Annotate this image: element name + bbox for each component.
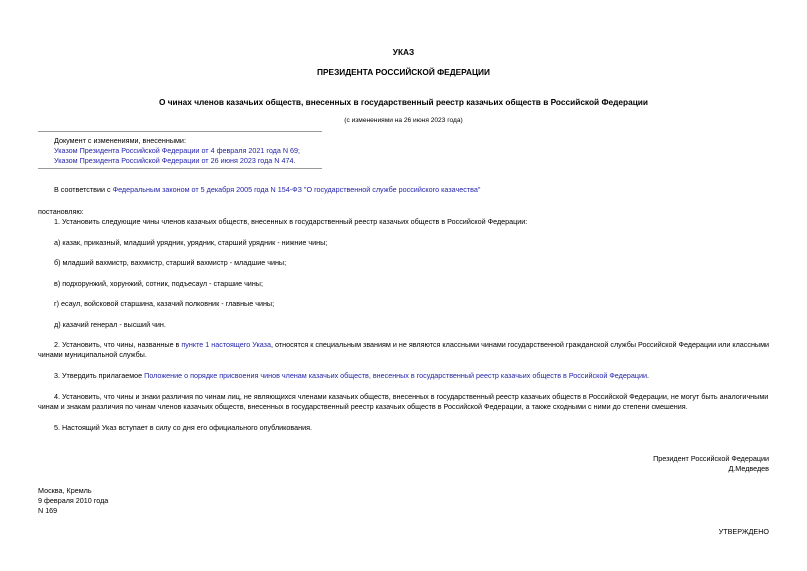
edition-note: (с изменениями на 26 июня 2023 года) xyxy=(344,117,463,124)
decree-word: постановляю: xyxy=(38,207,84,216)
item-1b: б) младший вахмистр, вахмистр, старший вахмистр - младшие чины; xyxy=(54,258,287,267)
item-1-reference-link[interactable]: пункте 1 настоящего Указа xyxy=(181,340,271,349)
amendment-link-2023[interactable]: Указом Президента Российской Федерации от 26 июня 2023 года N 474. xyxy=(54,156,296,165)
item-1g: г) есаул, войсковой старшина, казачий полковник - главные чины; xyxy=(54,299,275,308)
document-subject: О чинах членов казачьих обществ, внесенных в государственный реестр казачьих обществ в Российской Федерации xyxy=(158,97,649,107)
preamble-text: В соответствии с xyxy=(54,185,113,194)
federal-law-link[interactable]: Федеральным законом от 5 декабря 2005 года N 154-ФЗ "О государственной службе российского казачества" xyxy=(112,185,481,194)
item-3-text-after: . xyxy=(646,371,649,380)
preamble xyxy=(54,185,480,194)
amendment-link-2021[interactable]: Указом Президента Российской Федерации от 4 февраля 2021 года N 69; xyxy=(54,146,301,155)
issuer-title: ПРЕЗИДЕНТА РОССИЙСКОЙ ФЕДЕРАЦИИ xyxy=(317,67,490,77)
changes-heading: Документ с изменениями, внесенными: xyxy=(54,136,186,145)
signature-name: Д.Медведев xyxy=(728,464,769,473)
changes-bottom-rule xyxy=(38,168,322,169)
item-1: 1. Установить следующие чины членов казачьих обществ, внесенных в государственный реестр казачьих обществ в Российской Федерации: xyxy=(54,217,528,226)
item-4: 4. Установить, что чины и знаки различия по чинам лиц, не являющихся членами казачьих обществ, внесенных в государственный реестр казачьих обществ в Российской Федерации, не могут быть аналогичными чинам и знакам различия по чинам членов казачьих обществ, внесенных в государственный реестр казачьих обществ в Российской Федерации, а также сходными с ними до степени смешения. xyxy=(38,392,769,411)
item-2 xyxy=(38,340,770,360)
item-3 xyxy=(54,371,649,380)
date: 9 февраля 2010 года xyxy=(38,496,109,505)
approved-label: УТВЕРЖДЕНО xyxy=(718,527,769,536)
regulation-link[interactable]: Положение о порядке присвоения чинов членам казачьих обществ, внесенных в государственный реестр казачьих обществ в Российской Федерации xyxy=(144,371,647,380)
item-1d: д) казачий генерал - высший чин. xyxy=(54,320,166,329)
item-1a: а) казак, приказный, младший урядник, урядник, старший урядник - нижние чины; xyxy=(54,238,328,247)
changes-top-rule xyxy=(38,131,322,132)
decree-number: N 169 xyxy=(38,506,58,515)
item-2-text-before: 2. Установить, что чины, названные в xyxy=(54,340,182,349)
place: Москва, Кремль xyxy=(38,486,92,495)
signature-position: Президент Российской Федерации xyxy=(653,454,769,463)
item-1v: в) подхорунжий, хорунжий, сотник, подъесаул - старшие чины; xyxy=(54,279,263,288)
item-2-text-after: , относятся к специальным званиям и не являются классными чинами государственной гражданской службы Российской Федерации или классными чинами муниципальной службы. xyxy=(38,340,770,359)
document-type-title: УКАЗ xyxy=(392,47,415,57)
item-3-text-before: 3. Утвердить прилагаемое xyxy=(54,371,145,380)
item-5: 5. Настоящий Указ вступает в силу со дня его официального опубликования. xyxy=(54,423,313,432)
